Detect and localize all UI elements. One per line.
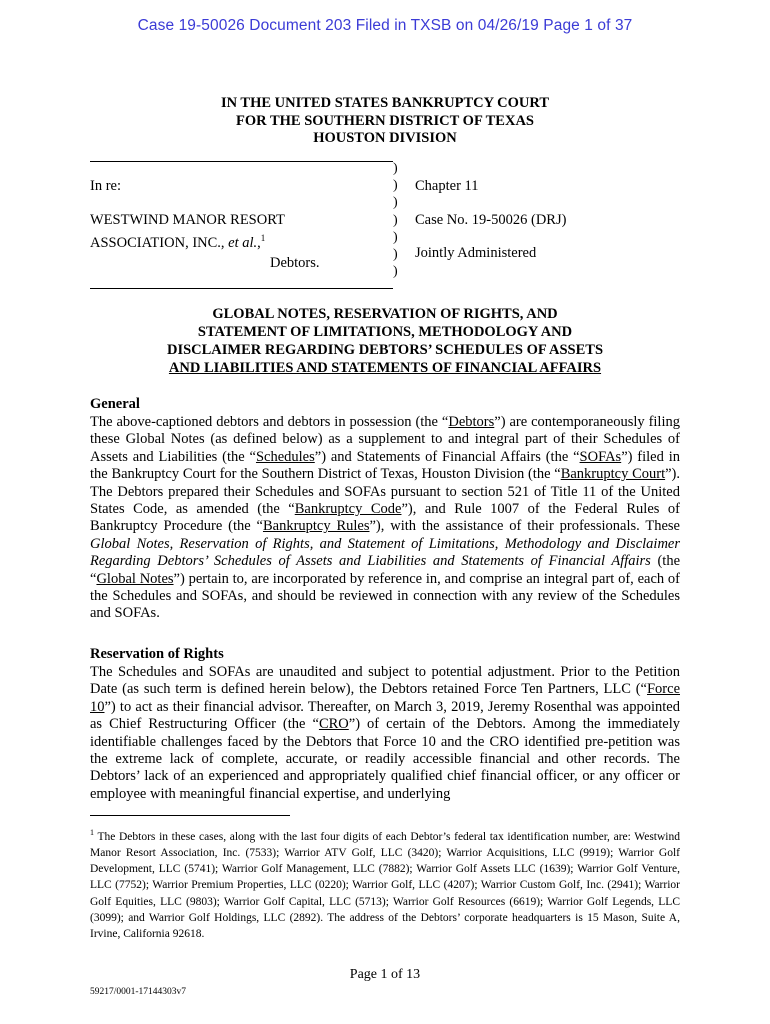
general-text: ”). The Debtors prepared their Schedules and SOFAs pursuant to section 521 of Title 11 of the United States Code, as amended (the “ <box>90 466 680 518</box>
document-title <box>0 305 770 377</box>
reservation-heading: Reservation of Rights <box>90 646 224 662</box>
reservation-text: The Schedules and SOFAs are unaudited and subject to potential adjustment. Prior to the Petition Date (as such term is defined herein below), the Debtors retained Force Ten Partners, LLC (“ <box>90 664 680 698</box>
defined-term-bankruptcy-court: Bankruptcy Court <box>560 466 666 483</box>
general-text: ”) and Statements of Financial Affairs (the “ <box>314 448 580 465</box>
filing-header-stamp: Case 19-50026 Document 203 Filed in TXSB on 04/26/19 Page 1 of 37 <box>137 17 633 34</box>
defined-term-schedules: Schedules <box>255 448 315 465</box>
footnote-ref-1[interactable]: 1 <box>260 233 266 243</box>
jointly-administered-label: Jointly Administered <box>415 245 537 261</box>
court-line-3: HOUSTON DIVISION <box>313 130 457 146</box>
general-paragraph <box>90 414 680 623</box>
caption-paren: ) <box>393 264 398 280</box>
global-notes-full-title: Global Notes, Reservation of Rights, and Statement of Limitations, Methodology and Disclaimer Regarding Debtors’ Schedules of Assets and Liabilities and Statements of Financial Affairs <box>90 535 680 570</box>
caption-bottom-rule <box>90 288 393 289</box>
footnote-rule <box>90 815 290 816</box>
reservation-text: ”) of certain of the Debtors. Among the immediately identifiable challenges faced by the Debtors that Force 10 and the CRO identified pre-petition was the extreme lack of complete, accurate, or readily accessible financial and other records. The Debtors’ lack of an experienced and appropriately qualified chief financial officer, or any officer or employee with meaningful financial expertise, and underlying <box>90 716 680 802</box>
debtor-name-line-1: WESTWIND MANOR RESORT <box>90 212 285 228</box>
debtors-label: Debtors. <box>270 255 320 271</box>
defined-term-global-notes: Global Notes <box>96 570 174 587</box>
caption-paren-column <box>393 160 398 280</box>
debtor-name-comma: , <box>257 234 261 251</box>
general-text: ”) pertain to, are incorporated by reference in, and comprise an integral part of, each of the Schedules and SOFAs, and should be reviewed in connection with any review of the Schedules and SOFAs. <box>90 570 681 622</box>
case-number: Case No. 19-50026 (DRJ) <box>415 212 567 228</box>
caption-paren: ) <box>393 161 398 176</box>
general-text: The above-captioned debtors and debtors in possession (the “ <box>90 414 449 430</box>
defined-term-bankruptcy-rules: Bankruptcy Rules <box>262 518 370 535</box>
court-name-block <box>0 95 770 148</box>
general-text: ”) filed in the Bankruptcy Court for the Southern District of Texas, Houston Division (the “ <box>90 448 680 483</box>
court-line-2: FOR THE SOUTHERN DISTRICT OF TEXAS <box>235 112 534 129</box>
reservation-text: ”) to act as their financial advisor. Thereafter, on March 3, 2019, Jeremy Rosenthal was appointed as Chief Restructuring Officer (the “ <box>90 698 680 733</box>
debtor-name-prefix: ASSOCIATION, INC., <box>90 234 225 251</box>
general-heading: General <box>90 396 140 412</box>
caption-paren: ) <box>393 178 398 194</box>
title-line-2: STATEMENT OF LIMITATIONS, METHODOLOGY AND <box>197 324 573 340</box>
court-line-1: IN THE UNITED STATES BANKRUPTCY COURT <box>220 95 550 111</box>
debtor-name-line-2 <box>90 230 265 252</box>
defined-term-sofas: SOFAs <box>579 448 622 465</box>
general-text: ”), with the assistance of their professionals. These <box>369 518 680 535</box>
general-text: ”) are contemporaneously filing these Global Notes (as defined below) as a supplement to and integral part of their Schedules of Assets and Liabilities (the “ <box>90 414 680 465</box>
title-line-1: GLOBAL NOTES, RESERVATION OF RIGHTS, AND <box>212 306 558 322</box>
footnote-1 <box>90 825 680 942</box>
chapter-label: Chapter 11 <box>415 178 479 194</box>
et-al-text: et al. <box>228 234 258 251</box>
caption-paren: ) <box>393 229 398 245</box>
title-line-4: AND LIABILITIES AND STATEMENTS OF FINANCIAL AFFAIRS <box>168 360 602 376</box>
caption-paren: ) <box>393 212 398 228</box>
footnote-text: The Debtors in these cases, along with the last four digits of each Debtor’s federal tax identification number, are: Westwind Manor Resort Association, Inc. (7533); Warrior ATV Golf, LLC (3420); Warrior Acquisitions, LLC (9919); Warrior Golf Development, LLC (5741); Warrior Golf Management, LLC (7882); Warrior Golf Assets LLC (1639); Warrior Golf Venture, LLC (7752); Warrior Premium Properties, LLC (0220); Warrior Golf, LLC (4207); Warrior Custom Golf, Inc. (2941); Warrior Golf Equities, LLC (9803); Warrior Golf Capital, LLC (5713); Warrior Golf Resources (6619); Warrior Golf Legends, LLC (3099); and Warrior Golf Holdings, LLC (2892). The address of the Debtors’ corporate headquarters is 15 Mason, Suite A, Irvine, California 92618. <box>90 830 680 941</box>
caption-paren: ) <box>393 246 398 262</box>
caption-top-rule <box>90 161 393 162</box>
general-text: ”), and Rule 1007 of the Federal Rules of Bankruptcy Procedure (the “ <box>90 501 680 535</box>
defined-term-debtors: Debtors <box>448 414 495 430</box>
defined-term-cro: CRO <box>318 716 349 733</box>
caption-paren: ) <box>393 195 398 211</box>
in-re-label: In re: <box>90 178 121 194</box>
document-id: 59217/0001-17144303v7 <box>90 987 187 997</box>
defined-term-bankruptcy-code: Bankruptcy Code <box>294 501 402 518</box>
reservation-paragraph <box>90 664 680 803</box>
title-line-3: DISCLAIMER REGARDING DEBTORS’ SCHEDULES OF ASSETS <box>166 342 604 358</box>
page-number: Page 1 of 13 <box>349 967 421 982</box>
defined-term-force-10: Force 10 <box>90 681 680 715</box>
footnote-number: 1 <box>90 828 94 837</box>
general-text: (the “ <box>90 553 681 587</box>
